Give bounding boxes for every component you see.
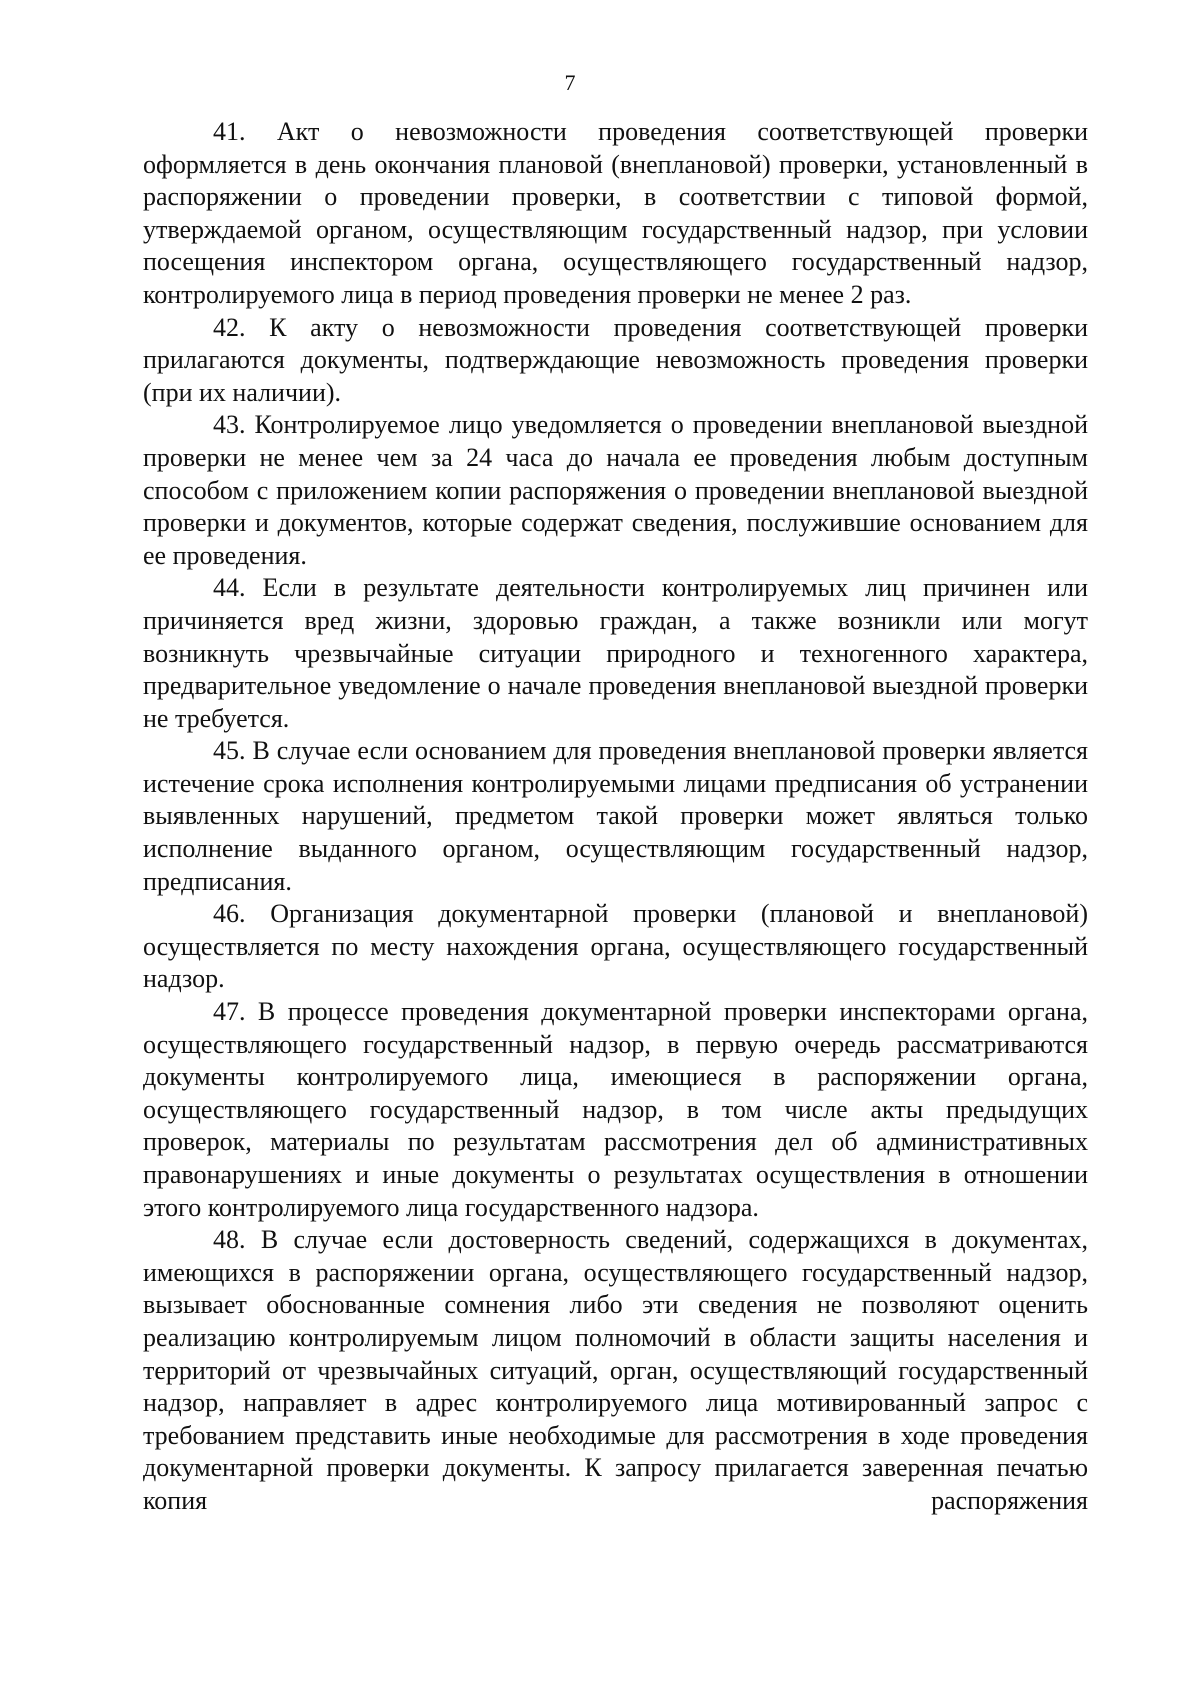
- page-number: 7: [564, 70, 576, 95]
- paragraph-48: 48. В случае если достоверность сведений, содержащихся в документах, имеющихся в распоряжении органа, осуществляющего государственный надзор, вызывает обоснованные сомнения либо эти сведения не позволяют оценить реализацию контролируемым лицом полномочий в области защиты населения и территорий от чрезвычайных ситуаций, орган, осуществляющий государственный надзор, направляет в адрес контролируемого лица мотивированный запрос с требованием представить иные необходимые для рассмотрения в ходе проведения документарной проверки документы. К запросу прилагается заверенная печатью копия распоряжения: [143, 1225, 1088, 1515]
- paragraph-41: 41. Акт о невозможности проведения соответствующей проверки оформляется в день окончания плановой (внеплановой) проверки, установленный в распоряжении о проведении проверки, в соответствии с типовой формой, утверждаемой органом, осуществляющим государственный надзор, при условии посещения инспектором органа, осуществляющего государственный надзор, контролируемого лица в период проведения проверки не менее 2 раз.: [143, 117, 1088, 309]
- document-body: [143, 116, 1088, 1518]
- paragraph-44: 44. Если в результате деятельности контролируемых лиц причинен или причиняется вред жизни, здоровью граждан, а также возникли или могут возникнуть чрезвычайные ситуации природного и техногенного характера, предварительное уведомление о начале проведения внеплановой выездной проверки не требуется.: [143, 573, 1088, 733]
- paragraph-42: 42. К акту о невозможности проведения соответствующей проверки прилагаются документы, подтверждающие невозможность проведения проверки (при их наличии).: [143, 312, 1088, 407]
- paragraph-46: 46. Организация документарной проверки (плановой и внеплановой) осуществляется по месту нахождения органа, осуществляющего государственный надзор.: [143, 899, 1088, 994]
- paragraph-45: 45. В случае если основанием для проведения внеплановой проверки является истечение срока исполнения контролируемыми лицами предписания об устранении выявленных нарушений, предметом такой проверки может являться только исполнение выданного органом, осуществляющим государственный надзор, предписания.: [143, 736, 1088, 896]
- paragraph-43: 43. Контролируемое лицо уведомляется о проведении внеплановой выездной проверки не менее чем за 24 часа до начала ее проведения любым доступным способом с приложением копии распоряжения о проведении внеплановой выездной проверки и документов, которые содержат сведения, послужившие основанием для ее проведения.: [143, 410, 1088, 570]
- paragraph-47: 47. В процессе проведения документарной проверки инспекторами органа, осуществляющего государственный надзор, в первую очередь рассматриваются документы контролируемого лица, имеющиеся в распоряжении органа, осуществляющего государственный надзор, в том числе акты предыдущих проверок, материалы по результатам рассмотрения дел об административных правонарушениях и иные документы о результатах осуществления в отношении этого контролируемого лица государственного надзора.: [143, 997, 1088, 1222]
